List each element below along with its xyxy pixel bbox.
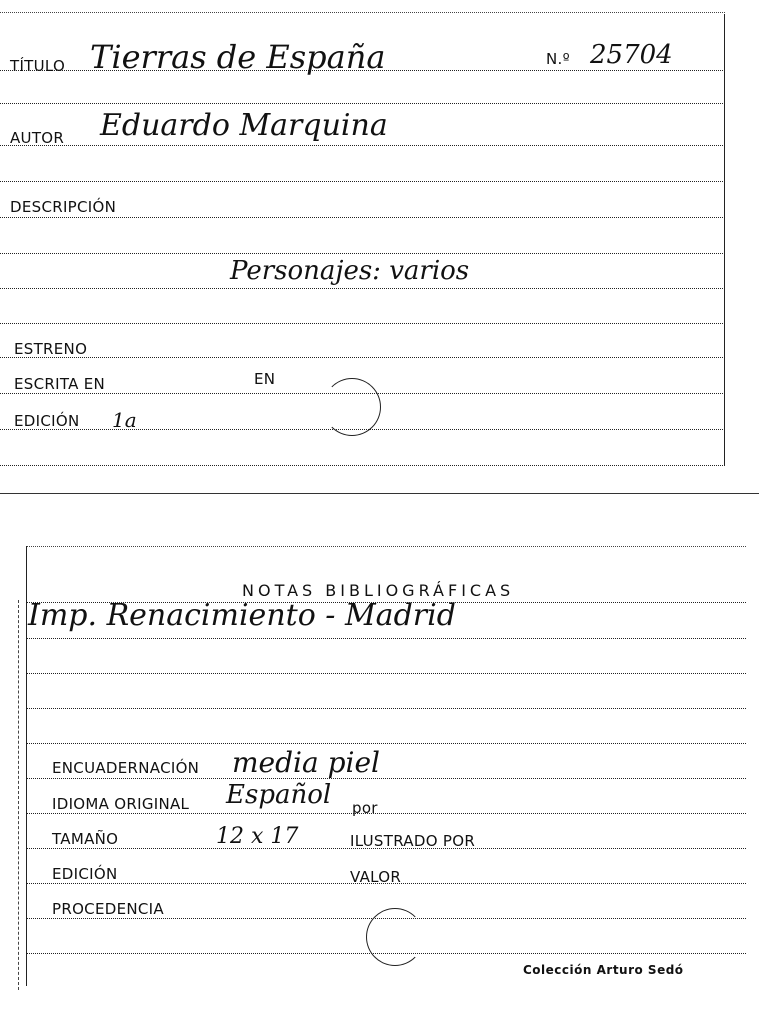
- tamano-label: TAMAÑO: [52, 830, 119, 848]
- ruled-line: [0, 217, 725, 218]
- ruled-line: [26, 708, 746, 709]
- notas-heading: NOTAS BIBLIOGRÁFICAS: [242, 581, 515, 600]
- estreno-label: ESTRENO: [14, 340, 88, 358]
- ruled-line: [26, 743, 746, 744]
- ruled-line: [0, 103, 725, 104]
- idioma-value: Español: [226, 780, 332, 810]
- ruled-line: [0, 357, 725, 358]
- ruled-line: [0, 323, 725, 324]
- punch-hole-icon: [323, 378, 381, 436]
- numero-label: N.º: [546, 50, 570, 68]
- tamano-value: 12 x 17: [216, 824, 299, 849]
- top-card-edge: [0, 12, 725, 13]
- ruled-line: [0, 145, 725, 146]
- edicion-label: EDICIÓN: [14, 412, 80, 430]
- card-divider: [0, 493, 759, 494]
- bottom-card-edge: [26, 546, 746, 547]
- escrita-label: ESCRITA EN: [14, 375, 106, 393]
- encuadernacion-value: media piel: [232, 746, 380, 779]
- ruled-line: [0, 253, 725, 254]
- numero-value: 25704: [590, 40, 673, 70]
- ruled-line: [26, 673, 746, 674]
- valor-label: VALOR: [350, 868, 402, 886]
- autor-value: Eduardo Marquina: [100, 108, 388, 143]
- bottom-card-left-edge: [26, 546, 27, 986]
- edicion-label: EDICIÓN: [52, 865, 118, 883]
- ruled-line: [0, 465, 725, 466]
- por-label: por: [352, 799, 378, 817]
- notes-value: Imp. Renacimiento - Madrid: [28, 598, 456, 633]
- edicion-value: 1a: [112, 408, 137, 432]
- ruled-line: [0, 181, 725, 182]
- encuadernacion-label: ENCUADERNACIÓN: [52, 759, 200, 777]
- titulo-label: TÍTULO: [10, 57, 66, 75]
- descripcion-value: Personajes: varios: [230, 256, 470, 286]
- autor-label: AUTOR: [10, 129, 65, 147]
- ilustrado-label: ILUSTRADO POR: [350, 832, 476, 850]
- ruled-line: [0, 288, 725, 289]
- ruled-line: [26, 778, 746, 779]
- idioma-label: IDIOMA ORIGINAL: [52, 795, 190, 813]
- ruled-line: [26, 638, 746, 639]
- descripcion-label: DESCRIPCIÓN: [10, 198, 117, 216]
- titulo-value: Tierras de España: [90, 38, 386, 76]
- top-card-right-edge: [724, 14, 725, 466]
- coleccion-label: Colección Arturo Sedó: [523, 963, 684, 977]
- punch-hole-icon: [366, 908, 424, 966]
- ruled-line: [26, 813, 746, 814]
- procedencia-label: PROCEDENCIA: [52, 900, 164, 918]
- en-label: EN: [254, 370, 276, 388]
- bottom-card-margin-edge: [18, 600, 19, 990]
